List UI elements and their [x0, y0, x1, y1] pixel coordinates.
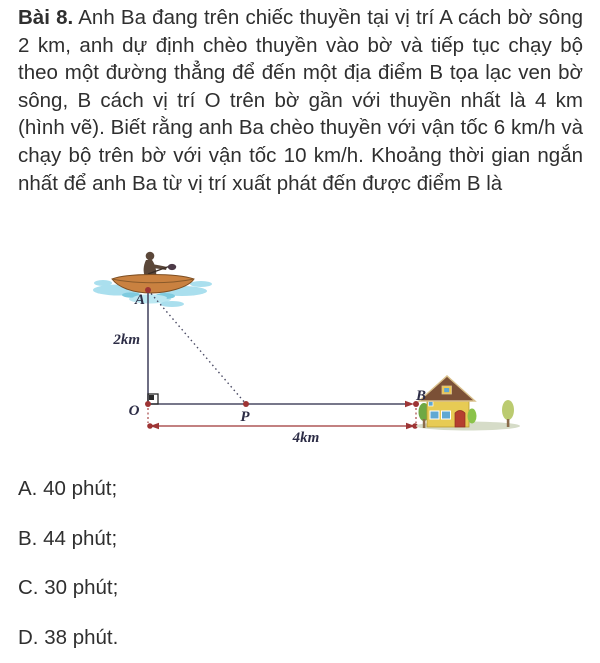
option-d-text: 38 phút. — [44, 626, 119, 649]
option-a — [18, 477, 117, 501]
option-c-text: 30 phút; — [44, 576, 119, 599]
distance-4km-label: 4km — [292, 430, 320, 446]
option-b-text: 44 phút; — [43, 527, 118, 550]
option-a-key: A. — [18, 477, 38, 500]
house-icon — [416, 376, 520, 431]
arrowhead-at-b — [405, 401, 414, 407]
geometry-diagram — [0, 240, 600, 460]
option-d-key: D. — [18, 626, 39, 649]
point-a-dot — [145, 287, 151, 293]
point-p-dot — [243, 401, 249, 407]
point-p-label: P — [240, 409, 250, 425]
option-b-key: B. — [18, 527, 38, 550]
option-c-key: C. — [18, 576, 39, 599]
problem-text: Anh Ba đang trên chiếc thuyền tại vị trí A cách bờ sông 2 km, anh dự định chèo thuyền vào bờ và tiếp tục chạy bộ theo một đường thẳng để đến một địa điểm B tọa lạc ven bờ sông, B cách vị trí O trên bờ gần với thuyền nhất là 4 km (hình vẽ). Biết rằng anh Ba chèo thuyền với vận tốc 6 km/h và chạy bộ trên bờ với vận tốc 10 km/h. Khoảng thời gian ngắn nhất để anh Ba từ vị trí xuất phát đến được điểm B là — [18, 6, 583, 195]
point-b-label: B — [415, 388, 427, 404]
option-c — [18, 576, 118, 600]
option-a-text: 40 phút; — [43, 477, 118, 500]
point-o-dot — [145, 401, 151, 407]
point-a-label: A — [134, 292, 146, 308]
distance-2km-label: 2km — [113, 332, 140, 348]
dimension-line-4km — [147, 423, 418, 429]
option-b — [18, 527, 117, 551]
figure — [0, 240, 600, 460]
point-o-label: O — [128, 403, 140, 419]
segment-ap-dotted — [148, 290, 246, 404]
option-d — [18, 626, 118, 650]
problem-statement — [18, 4, 583, 197]
problem-number: Bài 8. — [18, 6, 74, 29]
